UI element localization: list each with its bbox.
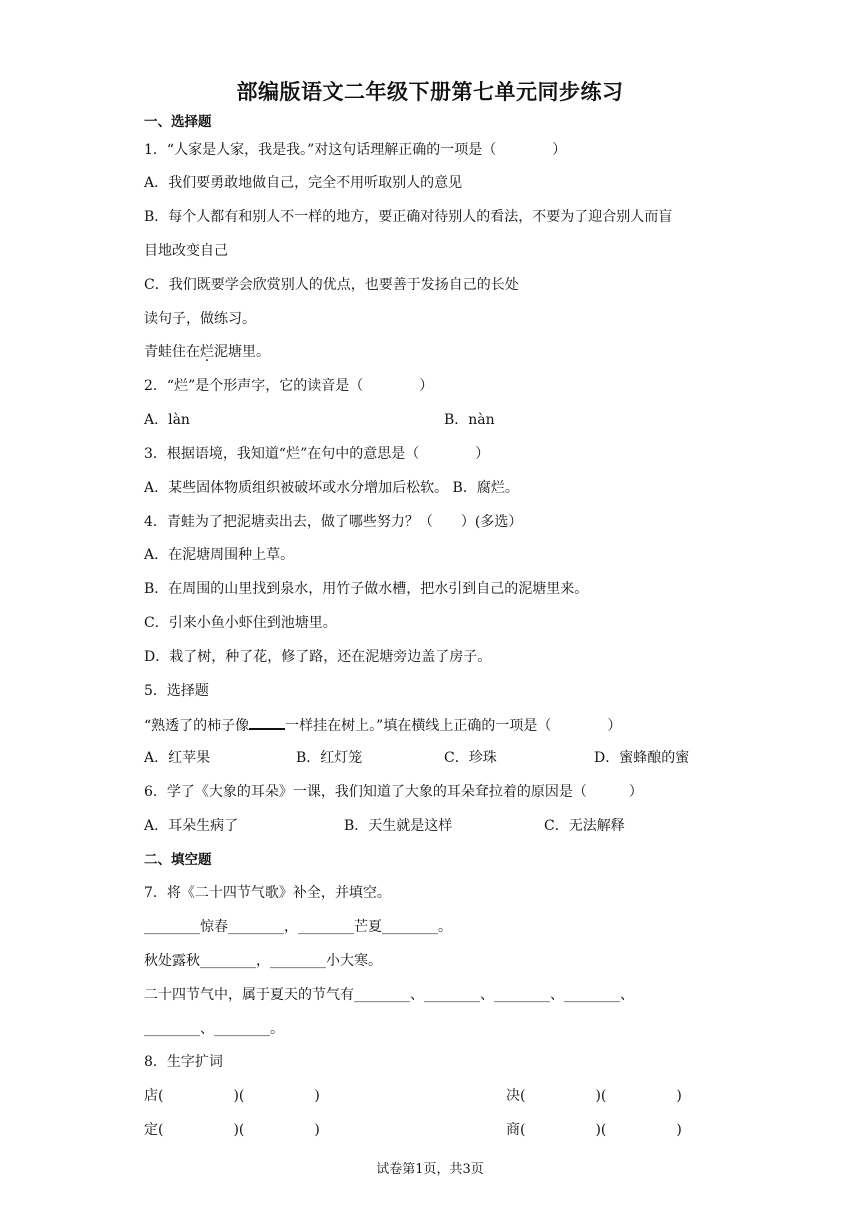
reading-sentence	[144, 342, 270, 362]
question-5-option-c: C．珍珠	[444, 750, 497, 766]
question-5-option-b: B．红灯笼	[296, 750, 363, 766]
question-1-option-b-continued: 目地改变自己	[144, 243, 228, 259]
question-4-option-c: C．引来小鱼小虾住到池塘里。	[144, 615, 337, 631]
question-7-line-2: 秋处露秋________，________小大寒。	[144, 953, 382, 969]
question-3-stem: 3．根据语境，我知道“烂”在句中的意思是（ ）	[144, 446, 490, 462]
question-8-row-1-left: 店( )( )	[144, 1088, 320, 1104]
question-4-option-a: A．在泥塘周围种上草。	[144, 547, 295, 563]
section-heading-fill: 二、填空题	[144, 852, 212, 868]
question-8-row-2-left: 定( )( )	[144, 1122, 320, 1138]
question-6-stem: 6．学了《大象的耳朵》一课，我们知道了大象的耳朵耷拉着的原因是（ ）	[144, 784, 643, 800]
question-7-stem: 7．将《二十四节气歌》补全，并填空。	[144, 885, 391, 901]
question-8-row-1-right: 决( )( )	[506, 1088, 682, 1104]
question-5-text	[144, 714, 621, 736]
question-3-options: A．某些固体物质组织被破坏或水分增加后松软。 B．腐烂。	[144, 480, 519, 496]
question-1-stem: 1．“人家是人家，我是我。”对这句话理解正确的一项是（ ）	[144, 142, 567, 158]
question-6-option-c: C．无法解释	[544, 818, 625, 834]
question-1-option-c: C．我们既要学会欣赏别人的优点，也要善于发扬自己的长处	[144, 277, 519, 293]
question-1-option-b: B．每个人都有和别人不一样的地方，要正确对待别人的看法，不要为了迎合别人而盲	[144, 209, 673, 225]
question-5-option-d: D．蜜蜂酿的蜜	[594, 750, 690, 766]
question-2-option-a: A．làn	[144, 412, 190, 428]
question-5-stem: 5．选择题	[144, 683, 209, 699]
question-7-line-3: 二十四节气中，属于夏天的节气有________、________、________、________、	[144, 987, 634, 1003]
reading-sentence-start: 青蛙住在	[144, 344, 200, 360]
question-4-option-b: B．在周围的山里找到泉水，用竹子做水槽，把水引到自己的泥塘里来。	[144, 581, 589, 597]
section-heading-choice: 一、选择题	[144, 114, 212, 130]
question-8-stem: 8．生字扩词	[144, 1054, 223, 1070]
question-5-text-start: “熟透了的柿子像	[144, 718, 250, 734]
question-7-line-4: ________、________。	[144, 1021, 284, 1037]
question-5-text-end: 一样挂在树上。”填在横线上正确的一项是（ ）	[285, 718, 622, 734]
question-7-line-1: ________惊春________，________芒夏________。	[144, 919, 452, 935]
question-4-option-d: D．栽了树，种了花，修了路，还在泥塘旁边盖了房子。	[144, 649, 492, 665]
question-2-option-b: B．nàn	[444, 412, 495, 428]
question-8-row-2-right: 商( )( )	[506, 1122, 682, 1138]
question-4-stem: 4．青蛙为了把泥塘卖出去，做了哪些努力？（ ）(多选）	[144, 514, 523, 530]
question-6-option-a: A．耳朵生病了	[144, 818, 239, 834]
question-1-option-a: A．我们要勇敢地做自己，完全不用听取别人的意见	[144, 175, 463, 191]
reading-instruction: 读句子，做练习。	[144, 311, 256, 327]
question-5-option-a: A．红苹果	[144, 750, 211, 766]
reading-sentence-end: 泥塘里。	[214, 344, 270, 360]
question-6-option-b: B．天生就是这样	[344, 818, 453, 834]
question-2-stem: 2．“烂”是个形声字，它的读音是（ ）	[144, 378, 434, 394]
emphasis-dotted-character: 烂	[200, 344, 214, 360]
page-footer: 试卷第1页，共3页	[376, 1162, 484, 1177]
answer-blank-line	[249, 714, 285, 730]
page-title: 部编版语文二年级下册第七单元同步练习	[236, 80, 624, 104]
